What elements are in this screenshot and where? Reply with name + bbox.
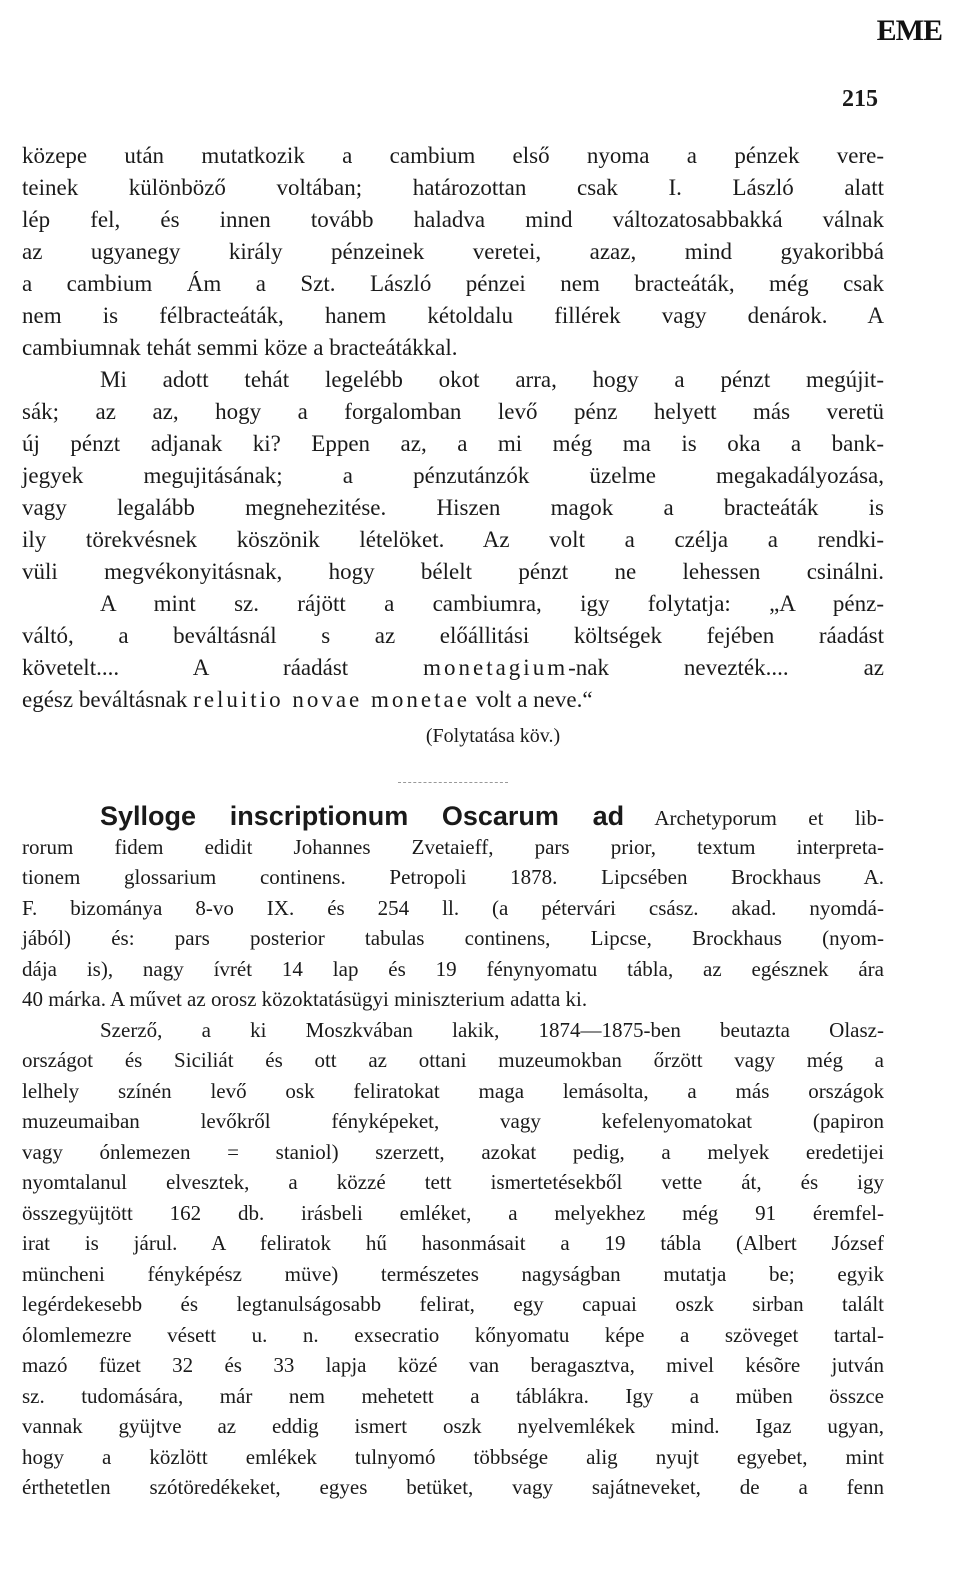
text-line: legérdekesebb és legtanulságosabb felirat, egy capuai oszk sirban talált [22, 1292, 884, 1316]
book-review [22, 801, 884, 1503]
page-number: 215 [842, 86, 878, 112]
text-line: vüli megvékonyitásnak, hogy bélelt pénzt ne lehessen csinálni. [22, 559, 884, 584]
text-line: váltó, a beváltásnál s az előállitási költségek fejében ráadást [22, 623, 884, 648]
spaced-term: monetagium [423, 655, 569, 680]
text-line: F. bizománya 8-vo IX. és 254 ll. (a pétervári csász. akad. nyomdá- [22, 895, 884, 920]
text-line: sz. tudomására, már nem mehetett a táblákra. Igy a müben összce [22, 1383, 884, 1408]
article-body [22, 140, 884, 1503]
spaced-term: reluitio novae monetae [193, 687, 470, 712]
text-span: követelt.... A ráadást [22, 655, 424, 680]
text-line: rorum fidem edidit Johannes Zvetaieff, pars prior, textum interpreta- [22, 834, 884, 859]
text-line: tionem glossarium continens. Petropoli 1878. Lipcsében Brockhaus A. [22, 865, 884, 889]
text-line: érthetetlen szótöredékeket, egyes betüket, vagy sajátneveket, de a fenn [22, 1475, 884, 1499]
text-line: Mi adott tehát legelébb okot arra, hogy a pénzt megújit- [100, 367, 884, 392]
text-line: muzeumaiban levőkről fényképeket, vagy kefelenyomatokat (papiron [22, 1109, 884, 1133]
continued-note: (Folytatása köv.) [425, 725, 561, 747]
text-line: müncheni fényképész müve) természetes nagyságban mutatja be; egyik [22, 1261, 884, 1286]
text-line: nem is félbracteáták, hanem kétoldalu fillérek vagy denárok. A [22, 303, 884, 328]
text-line: jából) és: pars posterior tabulas continens, Lipcse, Brockhaus (nyom- [22, 926, 884, 950]
text-line: lelhely színén levő osk feliratokat maga lemásolta, a más országok [22, 1078, 884, 1103]
watermark-logo: EME [876, 14, 942, 47]
text-line: 40 márka. A művet az orosz közoktatásügyi miniszterium adatta ki. [22, 987, 588, 1011]
text-line: ólomlemezre vésett u. n. exsecratio kőnyomatu képe a szöveget tartal- [22, 1322, 884, 1347]
text-line: országot és Siciliát és ott az ottani muzeumokban őrzött vagy még a [22, 1048, 884, 1072]
text-line [22, 652, 884, 684]
text-line: lép fel, és innen tovább haladva mind változatosabbakká válnak [22, 207, 884, 232]
text-line [22, 684, 884, 716]
text-line: vagy ónlemezen = staniol) szerzett, azokat pedig, a melyek eredetijei [22, 1139, 884, 1164]
text-line: összegyüjtött 162 db. irásbeli emléket, a melyekhez még 91 éremfel- [22, 1200, 884, 1225]
text-line: közepe után mutatkozik a cambium első nyoma a pénzek vere- [22, 143, 884, 168]
section-divider [398, 782, 508, 783]
text-line: vannak gyüjtve az eddig ismert oszk nyelvemlékek mind. Igaz ugyan, [22, 1414, 884, 1438]
text-span: Archetyporum et lib- [624, 806, 885, 830]
text-line: sák; az az, hogy a forgalomban levő pénz helyett más veretü [22, 399, 884, 424]
text-line: A mint sz. rájött a cambiumra, igy folytatja: „A pénz- [100, 591, 884, 616]
text-line: dája is), nagy ívrét 14 lap és 19 fénynyomatu tábla, az egésznek ára [22, 956, 884, 981]
text-line: Szerző, a ki Moszkvában lakik, 1874—1875-ben beutazta Olasz- [100, 1017, 884, 1042]
text-line: az ugyanegy király pénzeinek veretei, azaz, mind gyakoribbá [22, 239, 884, 264]
text-span: -nak nevezték.... az [568, 655, 884, 680]
text-line [22, 801, 884, 832]
text-line: jegyek megujitásának; a pénzutánzók üzelme megakadályozása, [22, 463, 884, 488]
text-line: irat is járul. A feliratok hű hasonmásait a 19 tábla (Albert József [22, 1231, 884, 1255]
text-line: vagy legalább megnehezitése. Hiszen magok a bracteáták is [22, 495, 884, 520]
text-line: a cambium Ám a Szt. László pénzei nem bracteáták, még csak [22, 271, 884, 296]
text-span: volt a neve.“ [469, 687, 593, 712]
text-line: teinek különböző voltában; határozottan csak I. László alatt [22, 175, 884, 200]
text-line: új pénzt adjanak ki? Eppen az, a mi még ma is oka a bank- [22, 431, 884, 456]
text-line: hogy a közlött emlékek tulnyomó többsége alig nyujt egyebet, mint [22, 1444, 884, 1469]
review-title: Sylloge inscriptionum Oscarum ad [100, 801, 625, 831]
text-span: egész beváltásnak [22, 687, 194, 712]
text-line: nyomtalanul elvesztek, a közzé tett ismertetésekből vette át, és igy [22, 1170, 884, 1194]
text-line: ily törekvésnek köszönik lételöket. Az volt a czélja a rendki- [22, 527, 884, 552]
text-line: cambiumnak tehát semmi köze a bracteátákkal. [22, 335, 458, 360]
text-line: mazó füzet 32 és 33 lapja közé van beragasztva, mivel késõre jutván [22, 1353, 884, 1377]
